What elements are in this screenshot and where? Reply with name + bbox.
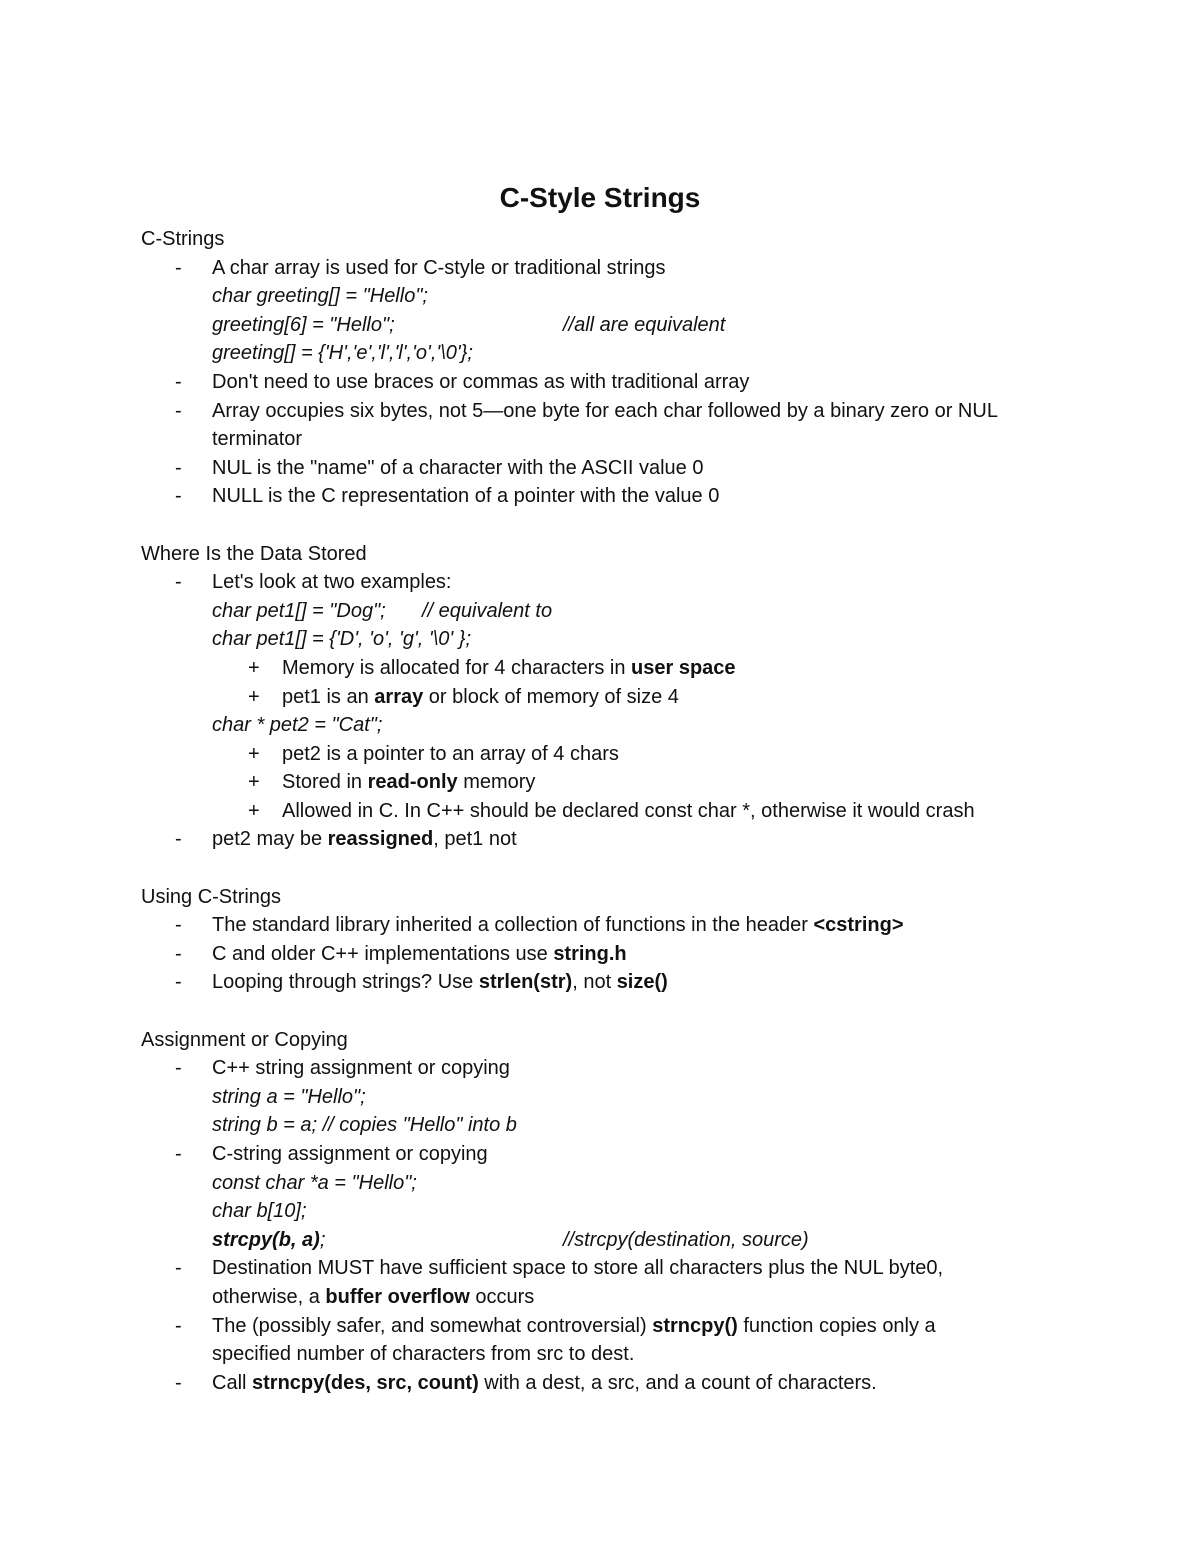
item-text: pet2 is a pointer to an array of 4 chars — [282, 742, 619, 765]
section-heading-c-strings: C-Strings — [141, 228, 225, 250]
bold-term: <cstring> — [813, 914, 904, 937]
item-text: The (possibly safer, and somewhat controversial) — [212, 1314, 653, 1337]
list-item — [141, 1312, 1101, 1369]
dash-marker: - — [175, 1143, 182, 1165]
item-text: function copies only a specified number of characters from src to dest. — [212, 1314, 936, 1366]
item-text: C++ string assignment or copying — [212, 1057, 510, 1080]
dash-marker: - — [175, 1314, 182, 1337]
code-line — [141, 597, 1101, 626]
list-item — [141, 368, 1101, 397]
item-text: or block of memory of size 4 — [423, 685, 679, 708]
code-comment: //strcpy(destination, source) — [563, 1228, 809, 1251]
list-item — [141, 940, 1101, 969]
list-item — [141, 1054, 1101, 1083]
code-line: char b[10]; — [212, 1200, 307, 1223]
dash-marker: - — [175, 914, 182, 937]
list-item — [141, 454, 1101, 483]
code-text: char pet1[] = "Dog"; — [212, 599, 386, 622]
sub-list-item — [141, 654, 1101, 683]
item-text: Call — [212, 1371, 253, 1394]
plus-marker: + — [248, 771, 260, 794]
sub-list-item — [141, 797, 1101, 826]
item-text: Destination MUST have sufficient space to store all characters plus the NUL byte0, otherwise, a — [212, 1257, 944, 1308]
bold-term: strncpy() — [652, 1314, 738, 1337]
section-heading-data-stored: Where Is the Data Stored — [141, 542, 367, 565]
item-text: , not — [572, 971, 617, 994]
item-text: Stored in — [282, 771, 368, 794]
list-item — [141, 1254, 1101, 1311]
plus-marker: + — [248, 742, 260, 765]
code-line: char greeting[] = "Hello"; — [212, 285, 428, 308]
list-item — [141, 825, 1101, 854]
code-comment: //all are equivalent — [563, 313, 726, 336]
code-text: ; — [319, 1228, 326, 1251]
item-text: A char array is used for C-style or traditional strings — [212, 256, 666, 279]
plus-marker: + — [248, 656, 260, 679]
item-text: Don't need to use braces or commas as with traditional array — [212, 370, 750, 393]
list-item — [141, 397, 1101, 454]
dash-marker: - — [175, 971, 182, 994]
dash-marker: - — [175, 1257, 182, 1280]
dash-marker: - — [175, 256, 182, 279]
item-text: pet2 may be — [212, 828, 328, 851]
list-item — [141, 254, 1101, 283]
dash-marker: - — [175, 571, 182, 594]
bold-term: buffer overflow — [325, 1285, 470, 1308]
dash-marker: - — [175, 456, 182, 479]
sub-list-item — [141, 683, 1101, 712]
dash-marker: - — [175, 485, 182, 508]
list-item — [141, 568, 1101, 597]
item-text: C-string assignment or copying — [212, 1143, 488, 1165]
bold-term: array — [374, 685, 424, 708]
item-text: NUL is the "name" of a character with the ASCII value 0 — [212, 456, 704, 479]
sub-list-item — [141, 740, 1101, 769]
list-item — [141, 1369, 1101, 1398]
item-text: NULL is the C representation of a pointer with the value 0 — [212, 485, 720, 508]
sub-list-item — [141, 768, 1101, 797]
plus-marker: + — [248, 799, 260, 822]
item-text: Array occupies six bytes, not 5—one byte for each char followed by a binary zero or NUL terminator — [212, 399, 998, 451]
bold-term: size() — [616, 971, 668, 994]
list-item — [141, 968, 1101, 997]
item-text: occurs — [469, 1285, 535, 1308]
item-text: Allowed in C. In C++ should be declared const char *, otherwise it would crash — [282, 799, 975, 822]
item-text: with a dest, a src, and a count of characters. — [478, 1371, 877, 1394]
dash-marker: - — [175, 828, 182, 851]
code-text: greeting[6] = "Hello"; — [212, 313, 395, 336]
code-line: const char *a = "Hello"; — [212, 1171, 417, 1194]
item-text: memory — [457, 771, 536, 794]
bold-term: strlen(str) — [478, 971, 573, 994]
bold-term: string.h — [553, 942, 627, 965]
bold-term: reassigned — [327, 828, 434, 851]
dash-marker: - — [175, 399, 182, 422]
item-text: C and older C++ implementations use — [212, 942, 554, 965]
code-line — [141, 1226, 1101, 1255]
dash-marker: - — [175, 942, 182, 965]
code-line: greeting[] = {'H','e','l','l','o','\0'}; — [212, 342, 473, 365]
list-item — [141, 1140, 1101, 1169]
list-item — [141, 482, 1101, 511]
bold-term: user space — [631, 656, 736, 679]
code-line: string a = "Hello"; — [212, 1085, 366, 1108]
item-text: Memory is allocated for 4 characters in — [282, 656, 632, 679]
code-line: char * pet2 = "Cat"; — [212, 714, 383, 737]
dash-marker: - — [175, 1371, 182, 1394]
item-text: pet1 is an — [282, 685, 375, 708]
dash-marker: - — [175, 1057, 182, 1080]
document-body — [141, 225, 1101, 1397]
code-comment: // equivalent to — [422, 599, 553, 622]
list-item — [141, 911, 1101, 940]
code-line: char pet1[] = {'D', 'o', 'g', '\0' }; — [212, 628, 472, 651]
item-text: , pet1 not — [433, 828, 517, 851]
plus-marker: + — [248, 685, 260, 708]
section-heading-using-c-strings: Using C-Strings — [141, 885, 282, 908]
item-text: The standard library inherited a collection of functions in the header — [212, 914, 814, 937]
item-text: Looping through strings? Use — [212, 971, 479, 994]
code-line: string b = a; // copies "Hello" into b — [212, 1114, 517, 1137]
code-bold: strcpy(b, a) — [212, 1228, 320, 1251]
dash-marker: - — [175, 370, 182, 393]
item-text: Let's look at two examples: — [212, 571, 452, 594]
page-title: C-Style Strings — [499, 182, 701, 213]
bold-term: read-only — [367, 771, 458, 794]
section-heading-assignment: Assignment or Copying — [141, 1028, 348, 1051]
bold-term: strncpy(des, src, count) — [252, 1371, 479, 1394]
code-line — [141, 311, 1101, 340]
